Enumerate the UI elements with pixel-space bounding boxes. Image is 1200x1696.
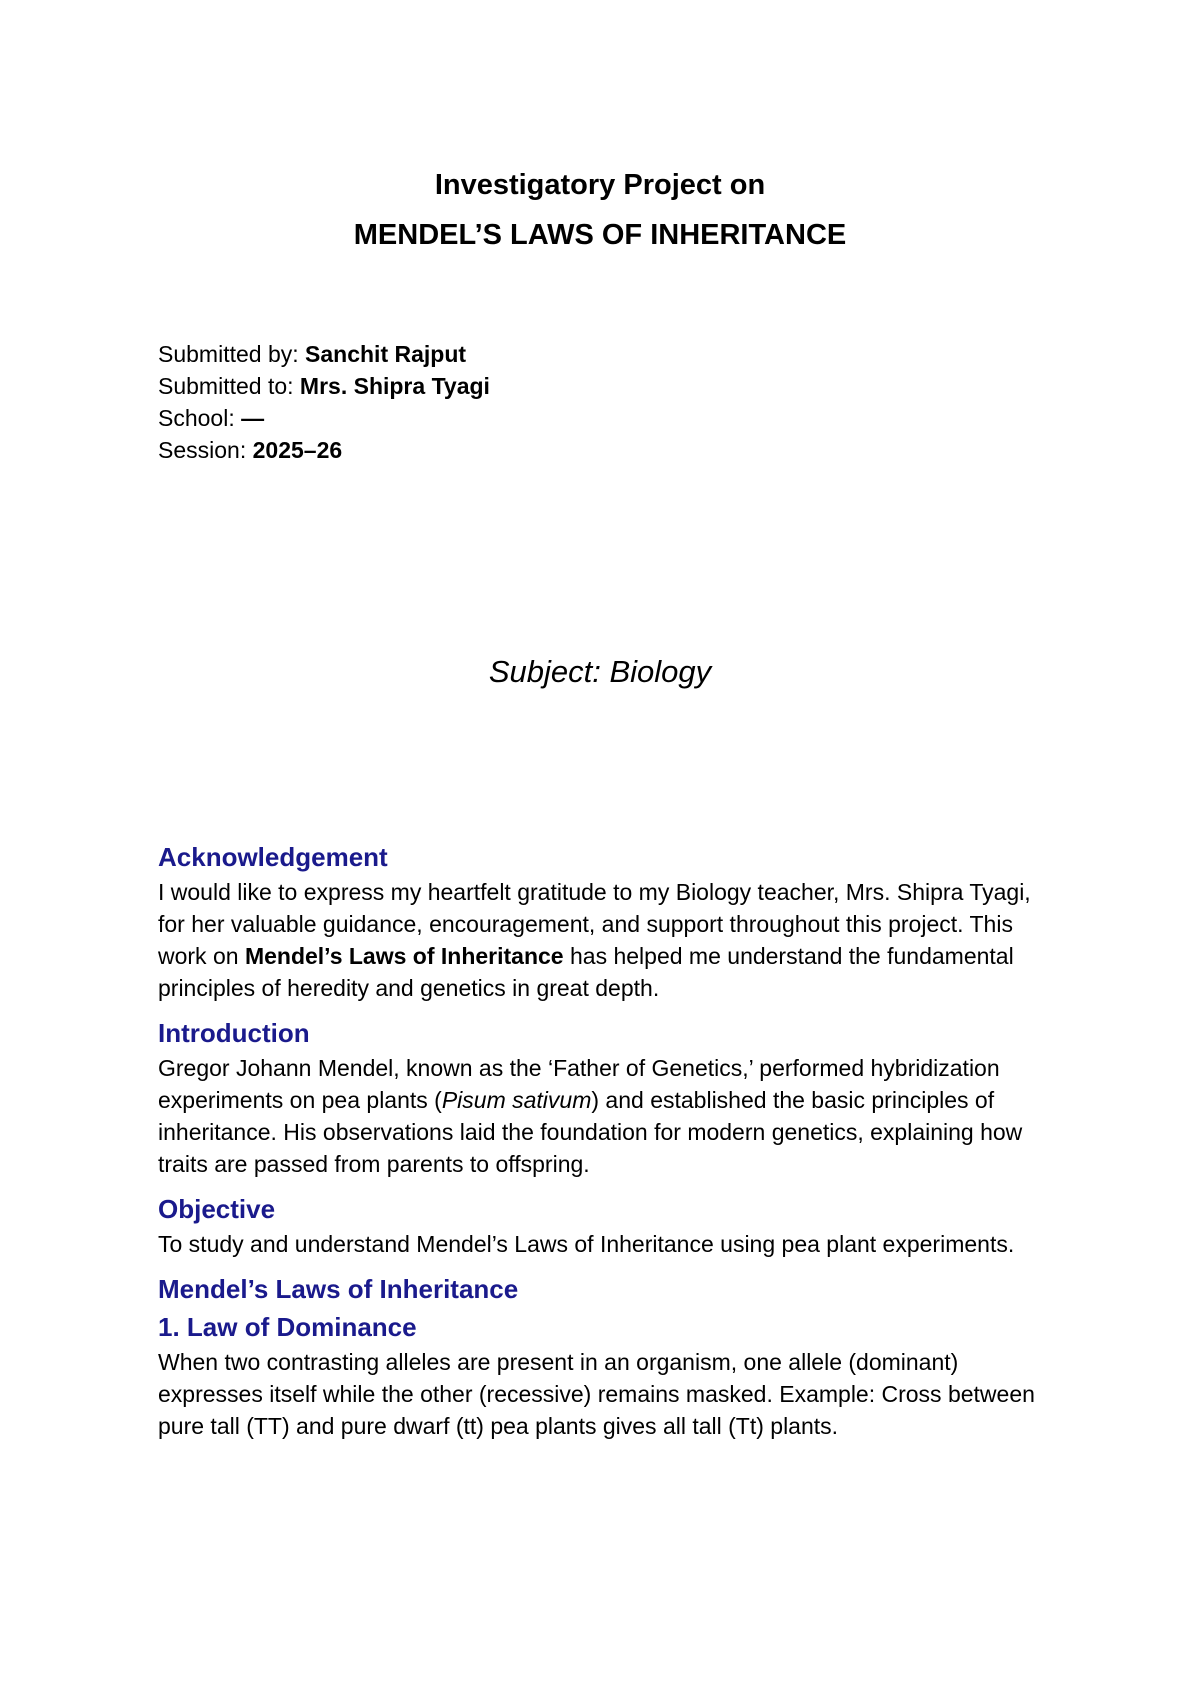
introduction-text-italic: Pisum sativum xyxy=(441,1087,592,1113)
submitted-to-value: Mrs. Shipra Tyagi xyxy=(299,373,490,399)
introduction-paragraph xyxy=(158,1052,1058,1180)
session-value: 2025–26 xyxy=(252,437,343,463)
submitted-to-line xyxy=(158,370,1058,402)
introduction-heading: Introduction xyxy=(158,1018,310,1048)
laws-heading: Mendel’s Laws of Inheritance xyxy=(158,1274,519,1304)
acknowledgement-paragraph xyxy=(158,876,1058,1004)
session-line xyxy=(158,434,1058,466)
title-line-2: MENDEL’S LAWS OF INHERITANCE xyxy=(353,219,847,251)
session-label: Session: xyxy=(158,437,253,463)
submission-details xyxy=(158,338,1058,466)
school-value: — xyxy=(241,405,265,431)
introduction-text-2: ) and established the basic principles of inheritance. His observations laid the foundation for modern genetics, explaining how traits are passed from parents to offspring. xyxy=(158,1087,1023,1177)
acknowledgement-text-2: has helped me understand the fundamental principles of heredity and genetics in great depth. xyxy=(158,943,1014,1001)
objective-paragraph: To study and understand Mendel’s Laws of Inheritance using pea plant experiments. xyxy=(158,1231,1015,1257)
objective-heading: Objective xyxy=(158,1194,276,1224)
law-of-dominance-paragraph: When two contrasting alleles are present in an organism, one allele (dominant) expresses itself while the other (recessive) remains masked. Example: Cross between pure tall (TT) and pure dwarf (tt) pea plants gives all tall (Tt) plants. xyxy=(158,1349,1035,1439)
introduction-text-1: Gregor Johann Mendel, known as the ‘Father of Genetics,’ performed hybridization experiments on pea plants ( xyxy=(158,1055,1000,1113)
title-block xyxy=(0,160,1200,260)
school-line xyxy=(158,402,1058,434)
subject-line: Subject: Biology xyxy=(488,654,712,689)
acknowledgement-text-1: I would like to express my heartfelt gratitude to my Biology teacher, Mrs. Shipra Tyagi, for her valuable guidance, encouragement, and support throughout this project. This work on xyxy=(158,879,1031,969)
submitted-to-label: Submitted to: xyxy=(158,373,300,399)
submitted-by-label: Submitted by: xyxy=(158,341,306,367)
submitted-by-value: Sanchit Rajput xyxy=(305,341,467,367)
main-content xyxy=(158,838,1058,1452)
law-of-dominance-heading: 1. Law of Dominance xyxy=(158,1312,417,1342)
submitted-by-line xyxy=(158,338,1058,370)
school-label: School: xyxy=(158,405,242,431)
title-line-1: Investigatory Project on xyxy=(434,169,766,201)
acknowledgement-heading: Acknowledgement xyxy=(158,842,388,872)
acknowledgement-text-bold: Mendel’s Laws of Inheritance xyxy=(244,943,564,969)
